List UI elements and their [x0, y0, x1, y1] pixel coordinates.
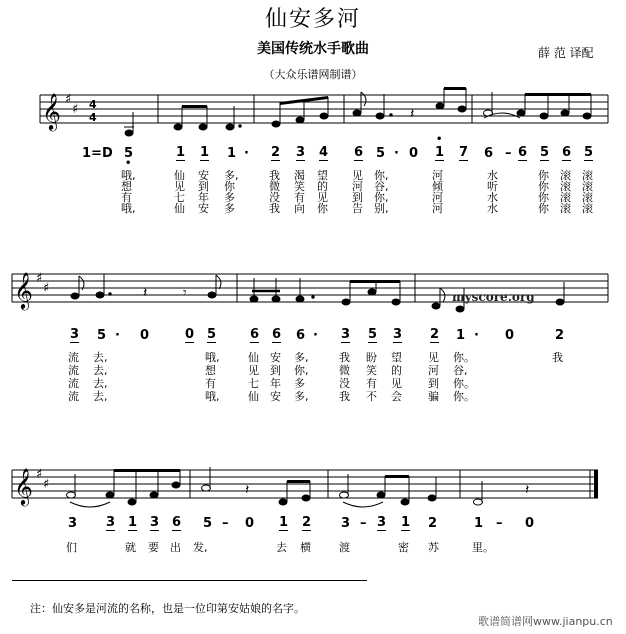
lyric-syllable: 我: [552, 351, 563, 364]
lyric-syllable: 多: [224, 202, 235, 215]
svg-text:♯: ♯: [43, 477, 50, 492]
lyric-syllable: 倾: [432, 180, 443, 193]
lyric-syllable: 望: [391, 351, 402, 364]
source-credit: （大众乐谱网制谱）: [263, 68, 363, 81]
lyric-syllable: 会: [391, 390, 402, 403]
jianpu-note: 1: [200, 145, 210, 160]
lyric-syllable: 我: [269, 169, 280, 182]
lyric-syllable: 就: [125, 541, 136, 554]
lyric-syllable: 滚: [582, 169, 593, 182]
lyric-syllable: 笑: [294, 180, 305, 193]
jianpu-note: 1: [435, 145, 445, 160]
jianpu-note: 0: [185, 327, 195, 342]
jianpu-note: ·: [474, 328, 479, 343]
lyric-syllable: 想: [121, 180, 132, 193]
lyric-syllable: 七: [248, 377, 259, 390]
lyric-syllable: 你,: [374, 169, 389, 182]
lyric-syllable: 去,: [93, 377, 108, 390]
lyric-syllable: 你: [317, 202, 328, 215]
lyric-syllable: 有: [205, 377, 216, 390]
lyric-syllable: 哦,: [121, 202, 136, 215]
lyric-syllable: 滚: [560, 169, 571, 182]
lyric-syllable: 水: [487, 202, 498, 215]
jianpu-note: 1: [474, 516, 484, 531]
jianpu-note: ·: [394, 146, 399, 161]
lyric-syllable: 见: [428, 351, 439, 364]
jianpu-note: ·: [244, 146, 249, 161]
lyric-syllable: 向: [294, 202, 305, 215]
jianpu-note: 7: [459, 145, 469, 160]
jianpu-note: 0: [409, 146, 419, 161]
jianpu-note: 5: [207, 327, 217, 342]
lyric-syllable: 谷,: [374, 180, 389, 193]
lyric-syllable: 仙: [248, 351, 259, 364]
lyric-syllable: 发,: [193, 541, 208, 554]
footnote: 注：仙安多是河流的名称，也是一位印第安姑娘的名字。: [30, 602, 305, 615]
jianpu-note: 4: [319, 145, 329, 160]
lyric-syllable: 没: [339, 377, 350, 390]
lyric-syllable: 河: [432, 169, 443, 182]
jianpu-note: 6: [518, 145, 528, 160]
lyric-syllable: 有: [294, 191, 305, 204]
jianpu-note: 0: [245, 516, 255, 531]
lyric-syllable: 多,: [294, 390, 309, 403]
lyric-syllable: 多,: [294, 351, 309, 364]
jianpu-note: 6: [562, 145, 572, 160]
jianpu-note: 6: [172, 515, 182, 530]
lyric-syllable: 想: [205, 364, 216, 377]
lyric-syllable: 河: [428, 364, 439, 377]
svg-text:♯: ♯: [36, 271, 43, 286]
staff-row-3: [12, 470, 598, 498]
lyric-syllable: 有: [121, 191, 132, 204]
lyric-syllable: 到: [428, 377, 439, 390]
octave-dot: •: [436, 134, 443, 145]
lyric-syllable: 望: [317, 169, 328, 182]
lyric-syllable: 滚: [560, 191, 571, 204]
lyric-syllable: 你: [224, 180, 235, 193]
jianpu-note: ·: [115, 328, 120, 343]
lyric-syllable: 到: [198, 180, 209, 193]
lyric-syllable: 去: [276, 541, 287, 554]
svg-text:𝄽: 𝄽: [525, 482, 530, 498]
lyric-syllable: 盼: [366, 351, 377, 364]
jianpu-note: 6: [354, 145, 364, 160]
lyric-syllable: 我: [339, 351, 350, 364]
jianpu-note: 5: [203, 516, 213, 531]
lyric-syllable: 微: [339, 364, 350, 377]
jianpu-note: 2: [555, 328, 565, 343]
key-signature-label: 1=D: [82, 146, 113, 161]
lyric-syllable: 流: [68, 351, 79, 364]
jianpu-note: 1: [456, 328, 466, 343]
lyric-syllable: 你: [538, 191, 549, 204]
jianpu-note: ·: [313, 328, 318, 343]
arranger-credit: 薛 范 译配: [538, 46, 594, 60]
lyric-syllable: 哦,: [205, 390, 220, 403]
jianpu-note: 3: [296, 145, 306, 160]
lyric-syllable: 滚: [560, 180, 571, 193]
lyric-syllable: 有: [366, 377, 377, 390]
lyric-syllable: 你,: [294, 364, 309, 377]
lyric-syllable: 安: [198, 169, 209, 182]
jianpu-note: 3: [150, 515, 160, 530]
lyric-syllable: 水: [487, 169, 498, 182]
jianpu-note: 1: [227, 146, 237, 161]
jianpu-note: 5: [124, 146, 134, 161]
svg-text:♯: ♯: [43, 281, 50, 296]
footnote-divider: [12, 580, 367, 581]
lyric-syllable: 别,: [374, 202, 389, 215]
lyric-syllable: 到: [270, 364, 281, 377]
lyric-syllable: 滚: [582, 180, 593, 193]
jianpu-note: 1: [128, 515, 138, 530]
lyric-syllable: 年: [270, 377, 281, 390]
lyric-syllable: 密: [398, 541, 409, 554]
lyric-syllable: 我: [269, 202, 280, 215]
lyric-syllable: 渡: [339, 541, 350, 554]
jianpu-note: 2: [302, 515, 312, 530]
lyric-syllable: 你。: [453, 351, 475, 364]
svg-text:𝄽: 𝄽: [410, 106, 415, 122]
lyric-syllable: 去,: [93, 364, 108, 377]
lyric-syllable: 滚: [582, 191, 593, 204]
lyric-syllable: 的: [391, 364, 402, 377]
lyric-syllable: 水: [487, 191, 498, 204]
lyric-syllable: 见: [391, 377, 402, 390]
lyric-syllable: 谷,: [453, 364, 468, 377]
lyric-syllable: 流: [68, 390, 79, 403]
site-watermark: 歌谱简谱网www.jianpu.cn: [478, 615, 613, 628]
lyric-syllable: 仙: [248, 390, 259, 403]
lyric-syllable: 多: [224, 191, 235, 204]
lyric-syllable: 微: [269, 180, 280, 193]
jianpu-note: 3: [106, 515, 116, 530]
svg-text:4: 4: [89, 98, 97, 111]
lyric-syllable: 告: [352, 202, 363, 215]
lyric-syllable: 去,: [93, 390, 108, 403]
lyric-syllable: 横: [300, 541, 311, 554]
jianpu-note: 3: [68, 516, 78, 531]
jianpu-note: –: [505, 146, 512, 161]
lyric-syllable: 渴: [294, 169, 305, 182]
jianpu-note: 5: [97, 328, 107, 343]
jianpu-note: 5: [376, 146, 386, 161]
jianpu-note: –: [496, 516, 503, 531]
jianpu-note: 6: [484, 146, 494, 161]
lyric-syllable: 你。: [453, 377, 475, 390]
lyric-syllable: 到: [352, 191, 363, 204]
jianpu-note: 5: [540, 145, 550, 160]
jianpu-note: –: [222, 516, 229, 531]
svg-text:♯: ♯: [65, 92, 72, 107]
lyric-syllable: 你,: [374, 191, 389, 204]
jianpu-note: 3: [393, 327, 403, 342]
svg-text:𝄽: 𝄽: [245, 482, 250, 498]
lyric-syllable: 哦,: [205, 351, 220, 364]
lyric-syllable: 你: [538, 202, 549, 215]
lyric-syllable: 多: [294, 377, 305, 390]
lyric-syllable: 我: [339, 390, 350, 403]
lyric-syllable: 见: [174, 180, 185, 193]
lyric-syllable: 没: [269, 191, 280, 204]
jianpu-note: 5: [368, 327, 378, 342]
score-watermark: myscore.org: [452, 290, 535, 304]
jianpu-note: 1: [401, 515, 411, 530]
lyric-syllable: 滚: [560, 202, 571, 215]
treble-clef-2: 𝄞: [14, 271, 33, 309]
jianpu-note: 0: [525, 516, 535, 531]
jianpu-note: 3: [341, 516, 351, 531]
svg-text:♯: ♯: [36, 467, 43, 482]
lyric-syllable: 七: [174, 191, 185, 204]
lyric-syllable: 仙: [174, 202, 185, 215]
lyric-syllable: 年: [198, 191, 209, 204]
lyric-syllable: 见: [352, 169, 363, 182]
svg-text:𝄾: 𝄾: [183, 285, 187, 301]
lyric-syllable: 仙: [174, 169, 185, 182]
lyric-syllable: 里。: [472, 541, 494, 554]
lyric-syllable: 流: [68, 377, 79, 390]
lyric-syllable: 见: [317, 191, 328, 204]
octave-dot: •: [125, 158, 132, 169]
svg-text:4: 4: [89, 111, 97, 124]
jianpu-note: 3: [70, 327, 80, 342]
lyric-syllable: 你: [538, 180, 549, 193]
song-title: 仙安多河: [264, 7, 361, 32]
lyric-syllable: 们: [66, 541, 77, 554]
jianpu-note: 6: [250, 327, 260, 342]
lyric-syllable: 出: [170, 541, 181, 554]
jianpu-note: 1: [279, 515, 289, 530]
lyric-syllable: 笑: [366, 364, 377, 377]
lyric-syllable: 安: [270, 351, 281, 364]
lyric-syllable: 安: [270, 390, 281, 403]
lyric-syllable: 的: [317, 180, 328, 193]
jianpu-note: 0: [505, 328, 515, 343]
lyric-syllable: 河: [432, 202, 443, 215]
lyric-syllable: 哦,: [121, 169, 136, 182]
lyric-syllable: 你: [538, 169, 549, 182]
lyric-syllable: 流: [68, 364, 79, 377]
lyric-syllable: 多,: [224, 169, 239, 182]
lyric-syllable: 骗: [428, 390, 439, 403]
lyric-syllable: 不: [366, 390, 377, 403]
song-subtitle: 美国传统水手歌曲: [257, 41, 369, 57]
lyric-syllable: 安: [198, 202, 209, 215]
lyric-syllable: 见: [248, 364, 259, 377]
jianpu-note: 3: [341, 327, 351, 342]
lyric-syllable: 河: [432, 191, 443, 204]
jianpu-note: 2: [430, 327, 440, 342]
jianpu-note: –: [360, 516, 367, 531]
lyric-syllable: 听: [487, 180, 498, 193]
jianpu-note: 3: [377, 515, 387, 530]
lyric-syllable: 滚: [582, 202, 593, 215]
treble-clef-1: 𝄞: [42, 92, 61, 130]
lyric-syllable: 你。: [453, 390, 475, 403]
lyric-syllable: 苏: [428, 541, 439, 554]
jianpu-note: 6: [296, 328, 306, 343]
lyric-syllable: 去,: [93, 351, 108, 364]
treble-clef-3: 𝄞: [14, 467, 33, 505]
jianpu-note: 0: [140, 328, 150, 343]
jianpu-note: 2: [428, 516, 438, 531]
lyric-syllable: 要: [148, 541, 159, 554]
svg-text:♯: ♯: [72, 102, 79, 117]
lyric-syllable: 河: [352, 180, 363, 193]
svg-text:𝄽: 𝄽: [143, 285, 148, 301]
jianpu-note: 1: [176, 145, 186, 160]
jianpu-note: 2: [271, 145, 281, 160]
jianpu-note: 6: [272, 327, 282, 342]
jianpu-note: 5: [584, 145, 594, 160]
